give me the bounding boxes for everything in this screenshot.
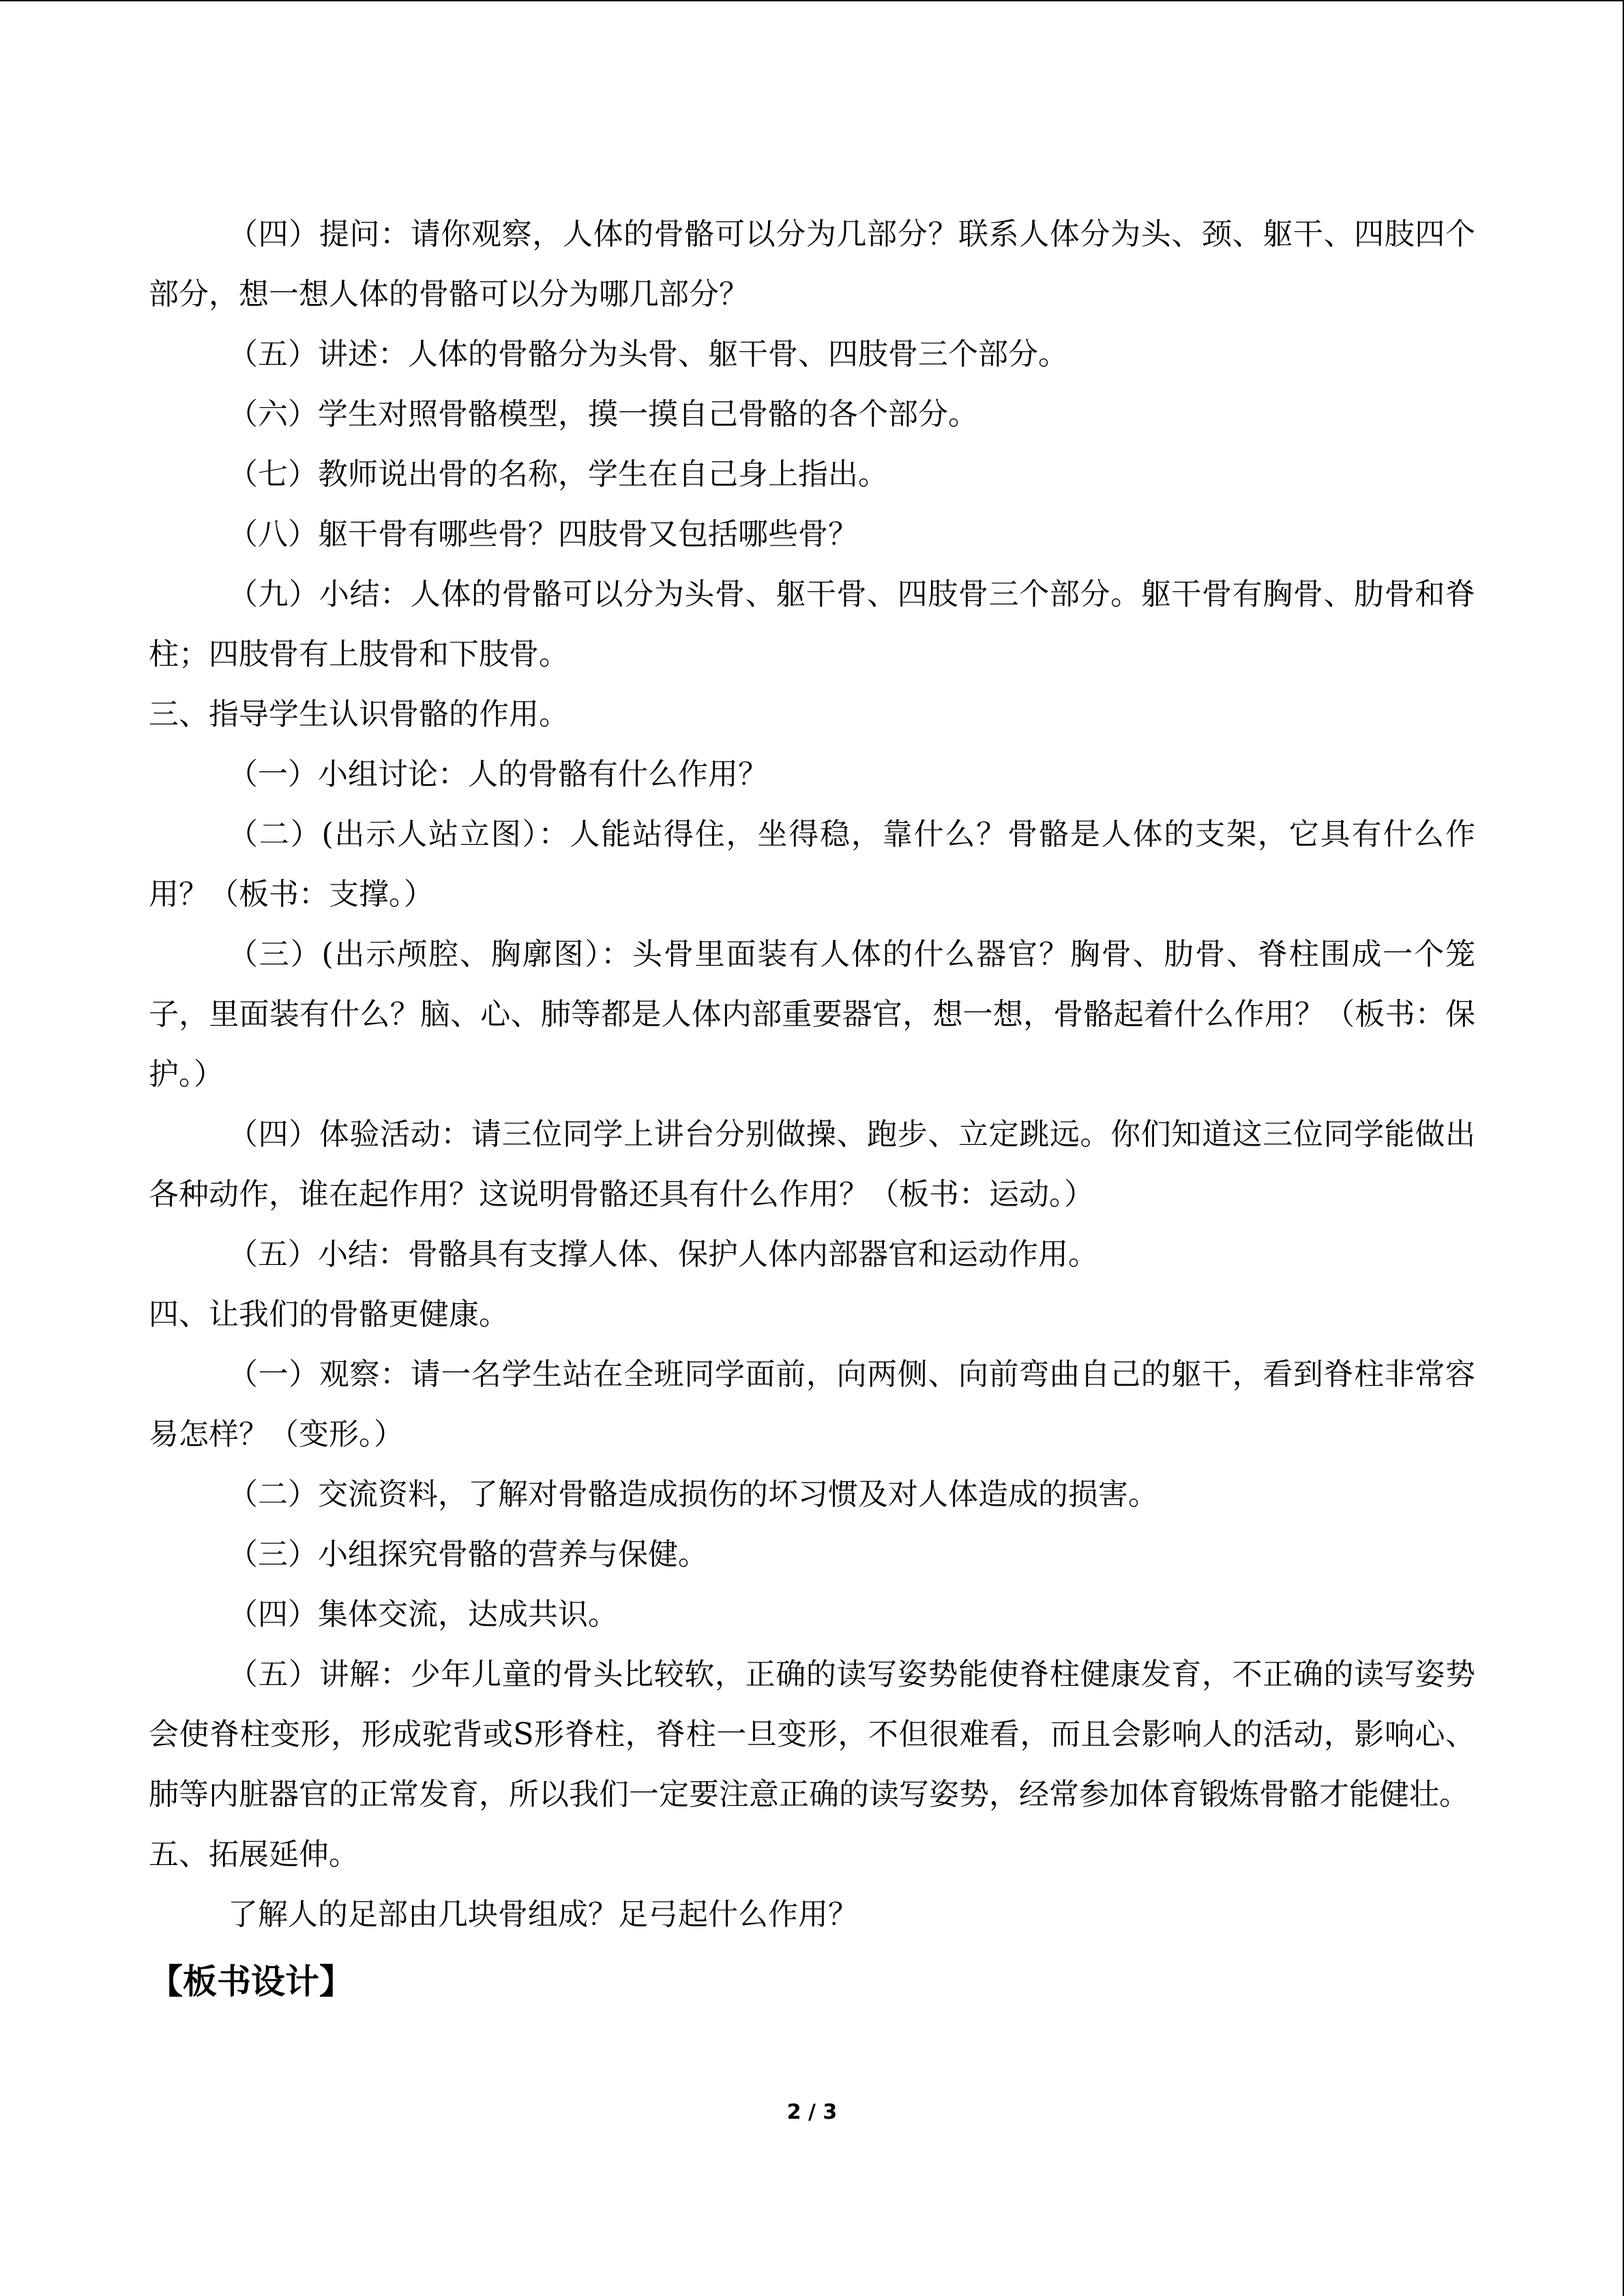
paragraph: （四）集体交流，达成共识。	[228, 1597, 618, 1632]
page-number: 2 / 3	[786, 2100, 838, 2124]
document-body	[149, 205, 1475, 2016]
paragraph: （三）(出示颅腔、胸廓图）：头骨里面装有人体的什么器官？胸骨、肋骨、脊柱围成一个笼子，里面装有什么？脑、心、肺等都是人体内部重要器官，想一想，骨骼起着什么作用？（板书：保护。）	[149, 937, 1475, 1092]
paragraph: （五）讲述：人体的骨骼分为头骨、躯干骨、四肢骨三个部分。	[228, 337, 1068, 372]
paragraph: 了解人的足部由几块骨组成？足弓起什么作用？	[228, 1897, 858, 1932]
section-title: 五、拓展延伸。	[149, 1837, 359, 1872]
paragraph: （一）小组讨论：人的骨骼有什么作用？	[228, 757, 768, 792]
section-title: 四、让我们的骨骼更健康。	[149, 1297, 509, 1332]
page-top-border	[0, 0, 1623, 1]
paragraph: （五）讲解：少年儿童的骨头比较软，正确的读写姿势能使脊柱健康发育，不正确的读写姿势会使脊柱变形，形成驼背或S形脊柱，脊柱一旦变形，不但很难看，而且会影响人的活动，影响心、肺等内脏器官的正常发育，所以我们一定要注意正确的读写姿势，经常参加体育锻炼骨骼才能健壮。	[149, 1657, 1475, 1812]
paragraph: （一）观察：请一名学生站在全班同学面前，向两侧、向前弯曲自己的躯干，看到脊柱非常容易怎样？（变形。）	[149, 1357, 1475, 1452]
paragraph: （八）躯干骨有哪些骨？四肢骨又包括哪些骨？	[228, 517, 858, 552]
paragraph: （二）(出示人站立图）：人能站得住，坐得稳，靠什么？骨骼是人体的支架，它具有什么作用？（板书：支撑。）	[149, 817, 1475, 912]
paragraph: （四）提问：请你观察，人体的骨骼可以分为几部分？联系人体分为头、颈、躯干、四肢四个部分，想一想人体的骨骼可以分为哪几部分？	[149, 217, 1475, 312]
paragraph: （六）学生对照骨骼模型，摸一摸自己骨骼的各个部分。	[228, 397, 978, 432]
paragraph: （九）小结：人体的骨骼可以分为头骨、躯干骨、四肢骨三个部分。躯干骨有胸骨、肋骨和脊柱；四肢骨有上肢骨和下肢骨。	[149, 577, 1475, 672]
section-title: 三、指导学生认识骨骼的作用。	[149, 697, 569, 732]
paragraph: （七）教师说出骨的名称，学生在自己身上指出。	[228, 457, 888, 492]
board-design-heading: 【板书设计】	[149, 1962, 353, 2001]
paragraph: （四）体验活动：请三位同学上讲台分别做操、跑步、立定跳远。你们知道这三位同学能做出各种动作，谁在起作用？这说明骨骼还具有什么作用？（板书：运动。）	[149, 1117, 1475, 1212]
paragraph: （三）小组探究骨骼的营养与保健。	[228, 1537, 708, 1572]
paragraph: （二）交流资料，了解对骨骼造成损伤的坏习惯及对人体造成的损害。	[228, 1477, 1158, 1512]
paragraph: （五）小结：骨骼具有支撑人体、保护人体内部器官和运动作用。	[228, 1237, 1098, 1272]
